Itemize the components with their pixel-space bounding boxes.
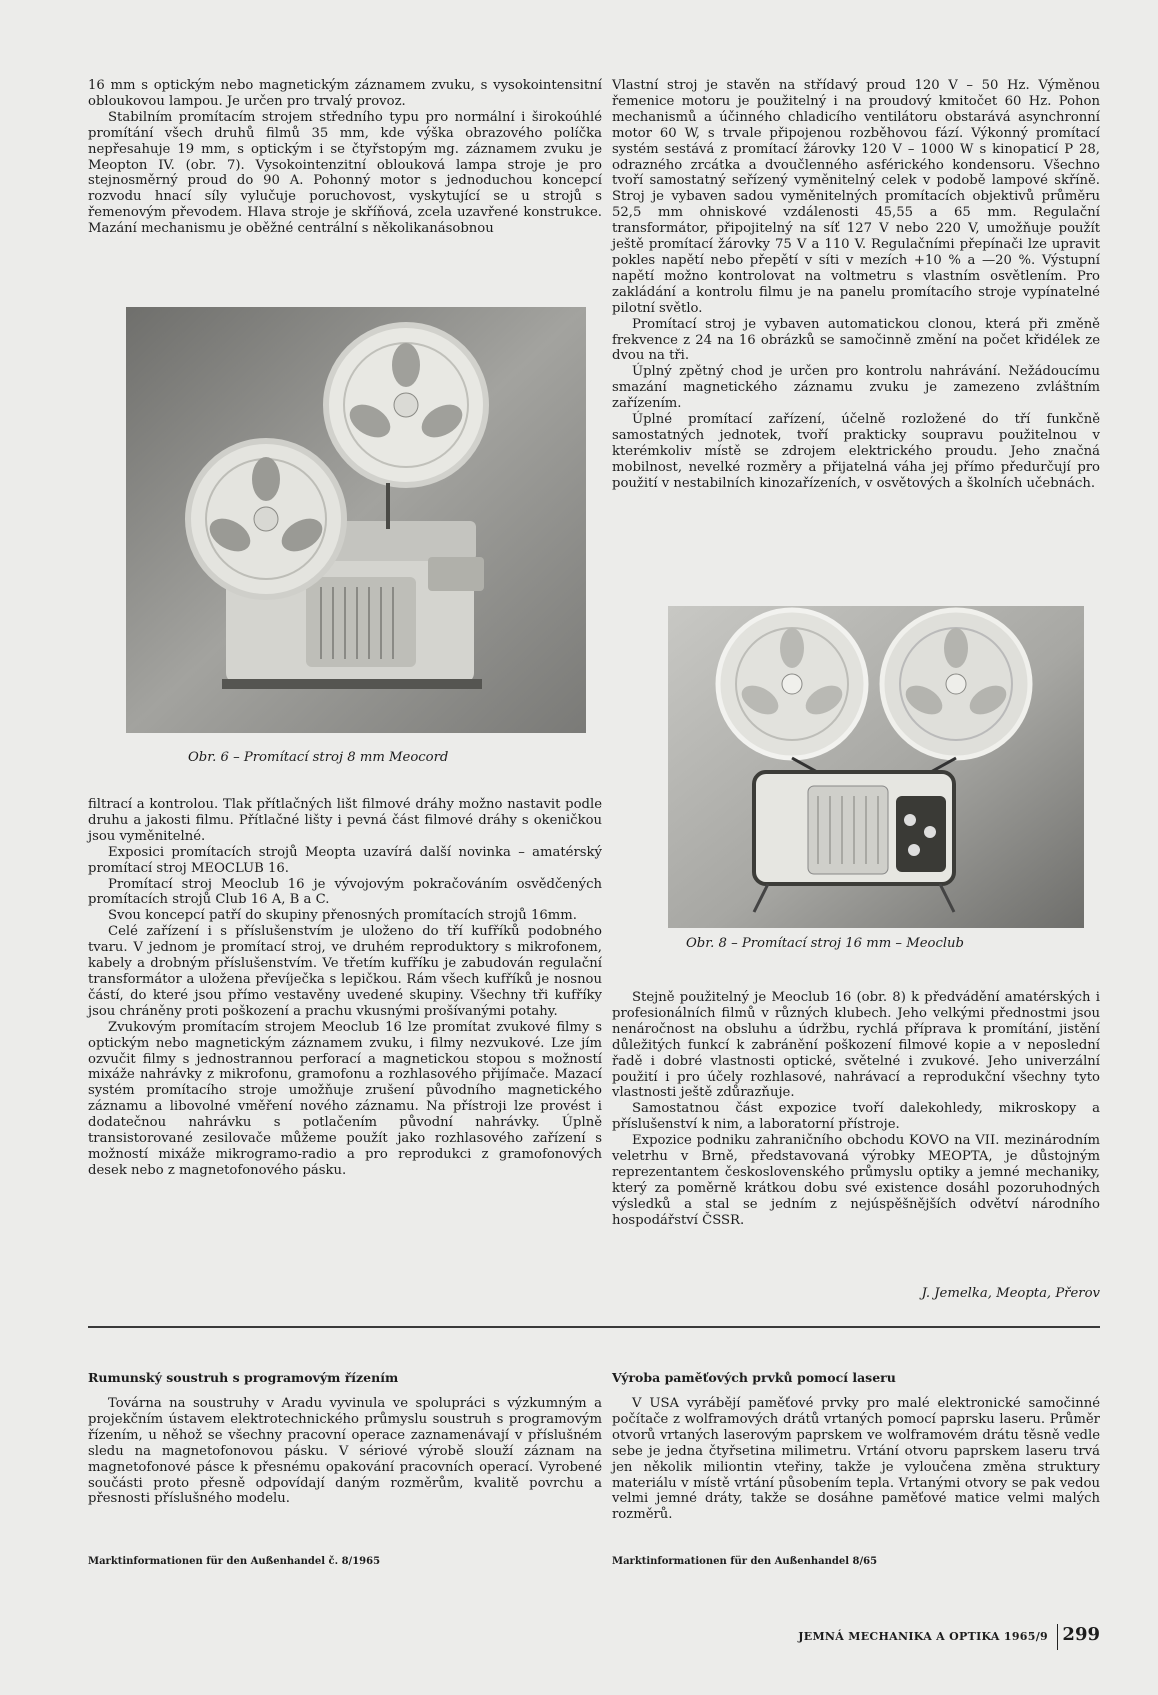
paragraph: Stejně použitelný je Meoclub 16 (obr. 8) k předvádění amatérských i profesionálních filmů v různých klubech. Jeho velkými přednostmi jsou nenáročnost na obsluhu a údržbu, rychlá příprava k promítání, jistění důležitých funkcí k zabránění poškození filmové kopie a v neposlední řadě i dobré vlastnosti optické, světelné i zvukové. Jeho univerzální použití i pro účely rozhlasové, nahrávací a reprodukční všechny tyto vlastnosti ještě zdůrazňuje. <box>612 990 1100 1101</box>
paragraph: Svou koncepcí patří do skupiny přenosných promítacích strojů 16mm. <box>108 908 577 924</box>
paragraph: filtrací a kontrolou. Tlak přítlačných lišt filmové dráhy možno nastavit podle druhu a jakosti filmu. Přítlačné lišty i pevná část filmové dráhy s okeničkou jsou vyměnitelné. <box>88 797 602 844</box>
news-body-right <box>612 1396 1100 1523</box>
projector-illustration <box>126 307 586 733</box>
paragraph: Expozice podniku zahraničního obchodu KOVO na VII. mezinárodním veletrhu v Brně, představovaná výrobky MEOPTA, je důstojným reprezentantem československého průmyslu optiky a jemné mechaniky, který za poměrně krátkou dobu své existence dosáhl pozoruhodných výsledků a stal se jedním z nejúspěšnějších odvětví národního hospodářství ČSSR. <box>612 1133 1100 1228</box>
journal-name: JEMNÁ MECHANIKA A OPTIKA 1965/9 <box>798 1630 1048 1643</box>
page-number: 299 <box>1062 1624 1100 1645</box>
figure-8-photo <box>668 606 1084 928</box>
author-signature: J. Jemelka, Meopta, Přerov <box>921 1286 1100 1301</box>
footer-separator <box>1057 1624 1058 1650</box>
paragraph: Úplný zpětný chod je určen pro kontrolu nahrávání. Nežádoucímu smazání magnetického záznamu zvuku je zamezeno zvláštním zařízením. <box>612 364 1100 412</box>
paragraph: Celé zařízení i s příslušenstvím je uloženo do tří kufříků podobného tvaru. V jednom je promítací stroj, ve druhém reproduktory s mikrofonem, kabely a drobným příslušenstvím. Ve třetím kufříku je zabudován regulační transformátor a uložena převíječka s lepičkou. Rám všech kufříků je nosnou částí, do které jsou přímo vestavěny uvedené skupiny. Všechny tři kufříky jsou chráněny proti poškození a prachu vkusnými prošívanými potahy. <box>88 924 602 1019</box>
article-column-right-top <box>612 78 1100 492</box>
figure-6-caption: Obr. 6 – Promítací stroj 8 mm Meocord <box>188 750 449 765</box>
figure-8-caption: Obr. 8 – Promítací stroj 16 mm – Meoclub <box>686 936 964 951</box>
figure-6-photo <box>126 307 586 733</box>
article-column-left-top <box>88 78 602 237</box>
projector-illustration <box>668 606 1084 928</box>
news-heading-left: Rumunský soustruh s programovým řízením <box>88 1370 399 1385</box>
paragraph: V USA vyrábějí paměťové prvky pro malé elektronické samočinné počítače z wolframových drátů vrtaných pomocí paprsku laseru. Průměr otvorů vrtaných laserovým paprskem ve wolframovém drátu těsně vedle sebe je jedna čtyřsetina milimetru. Vrtání otvoru paprskem laseru trvá jen několik miliontin vteřiny, takže je vyloučena změna struktury materiálu v místě vrtání působením tepla. Vrtanými otvory se pak vedou velmi jemné dráty, takže se dosáhne paměťové matice velmi malých rozměrů. <box>612 1396 1100 1523</box>
news-body-left <box>88 1396 602 1507</box>
news-source-left: Marktinformationen für den Außenhandel č. 8/1965 <box>88 1556 381 1567</box>
paragraph: Továrna na soustruhy v Aradu vyvinula ve spolupráci s výzkumným a projekčním ústavem elektrotechnického průmyslu soustruh s programovým řízením, u něhož se všechny pracovní operace zaznamenávají v příslušném sledu na magnetofonovou pásku. V sériové výrobě slouží záznam na magnetofonové pásce k přesnému opakování pracovních operací. Vyrobené součásti proto přesně odpovídají daným rozměrům, kvalitě povrchu a přesnosti příslušného modelu. <box>88 1396 602 1507</box>
paragraph: Promítací stroj je vybaven automatickou clonou, která při změně frekvence z 24 na 16 obrázků se samočinně změní na počet křidélek ze dvou na tři. <box>612 316 1100 364</box>
paragraph: Stabilním promítacím strojem středního typu pro normální i širokoúhlé promítání všech druhů filmů 35 mm, kde výška obrazového políčka nepřesahuje 19 mm, s optickým i se čtyřstopým mg. záznamem zvuku je Meopton IV. (obr. 7). Vysokointenzitní oblouková lampa stroje je pro stejnosměrný proud do 90 A. Pohonný motor s jednoduchou koncepcí rozvodu hnací síly vylučuje poruchovost, vyskytující se u strojů s řemenovým převodem. Hlava stroje je skříňová, zcela uzavřené konstrukce. Mazání mechanismu je oběžné centrální s několikanásobnou <box>88 109 602 237</box>
article-column-right-middle <box>612 990 1100 1229</box>
paragraph: Úplné promítací zařízení, účelně rozložené do tří funkčně samostatných jednotek, tvoří prakticky soupravu použitelnou v kterémkoliv místě se zdrojem elektrického proudu. Jeho značná mobilnost, nevelké rozměry a přijatelná váha jej přímo předurčují pro použití v nestabilních kinozařízeních, v osvětových a školních učebnách. <box>612 412 1100 491</box>
article-column-left-middle <box>88 797 602 1179</box>
paragraph: Samostatnou část expozice tvoří dalekohledy, mikroskopy a příslušenství k nim, a laboratorní přístroje. <box>612 1101 1100 1133</box>
paragraph: Zvukovým promítacím strojem Meoclub 16 lze promítat zvukové filmy s optickým nebo magnetickým záznamem zvuku, i filmy nezvukové. Lze jím ozvučit filmy s jednostrannou perforací a magnetickou stopou s možností mixáže nahrávky z mikrofonu, gramofonu a rozhlasového přijímače. Mazací systém promítacího stroje umožňuje zrušení původního magnetického záznamu a libovolné vměření nového záznamu. Na přístroji lze provést i dodatečnou nahrávku s potlačením původní nahrávky. Úplně transistorované zesilovače můžeme použít jako rozhlasového zařízení s možností mixáže mikrogramo-radio a pro reprodukci z gramofonových desek nebo z magnetofonového pásku. <box>88 1019 602 1178</box>
section-divider <box>88 1326 1100 1328</box>
paragraph: Vlastní stroj je stavěn na střídavý proud 120 V – 50 Hz. Výměnou řemenice motoru je použitelný i na proudový kmitočet 60 Hz. Pohon mechanismů a účinného chladicího ventilátoru obstarává asynchronní motor 60 W, s trvale připojenou rozběhovou fází. Výkonný promítací systém sestává z promítací žárovky 120 V – 1000 W s kinopaticí P 28, odrazného zrcátka a dvoučlenného asférického kondensoru. Všechno tvoří samostatný seřízený vyměnitelný celek v podobě lampové skříně. Stroj je vybaven sadou vyměnitelných promítacích objektivů průměru 52,5 mm ohniskové vzdálenosti 45,55 a 65 mm. Regulační transformátor, připojitelný na síť 127 V nebo 220 V, umožňuje použít ještě promítací žárovky 75 V a 110 V. Regulačními přepínači lze upravit pokles napětí nebo přepětí v síti v mezích +10 % a —20 %. Výstupní napětí možno kontrolovat na voltmetru s vlastním osvětlením. Pro zakládání a kontrolu filmu je na panelu promítacího stroje vypínatelné pilotní světlo. <box>612 78 1100 316</box>
paragraph: Exposici promítacích strojů Meopta uzavírá další novinka – amatérský promítací stroj MEOCLUB 16. <box>88 844 602 876</box>
news-heading-right: Výroba paměťových prvků pomocí laseru <box>612 1370 896 1385</box>
paragraph: 16 mm s optickým nebo magnetickým záznamem zvuku, s vysokointensitní obloukovou lampou. Je určen pro trvalý provoz. <box>88 78 602 109</box>
news-source-right: Marktinformationen für den Außenhandel 8/65 <box>612 1556 878 1567</box>
paragraph: Promítací stroj Meoclub 16 je vývojovým pokračováním osvědčených promítacích strojů Club 16 A, B a C. <box>88 876 602 908</box>
